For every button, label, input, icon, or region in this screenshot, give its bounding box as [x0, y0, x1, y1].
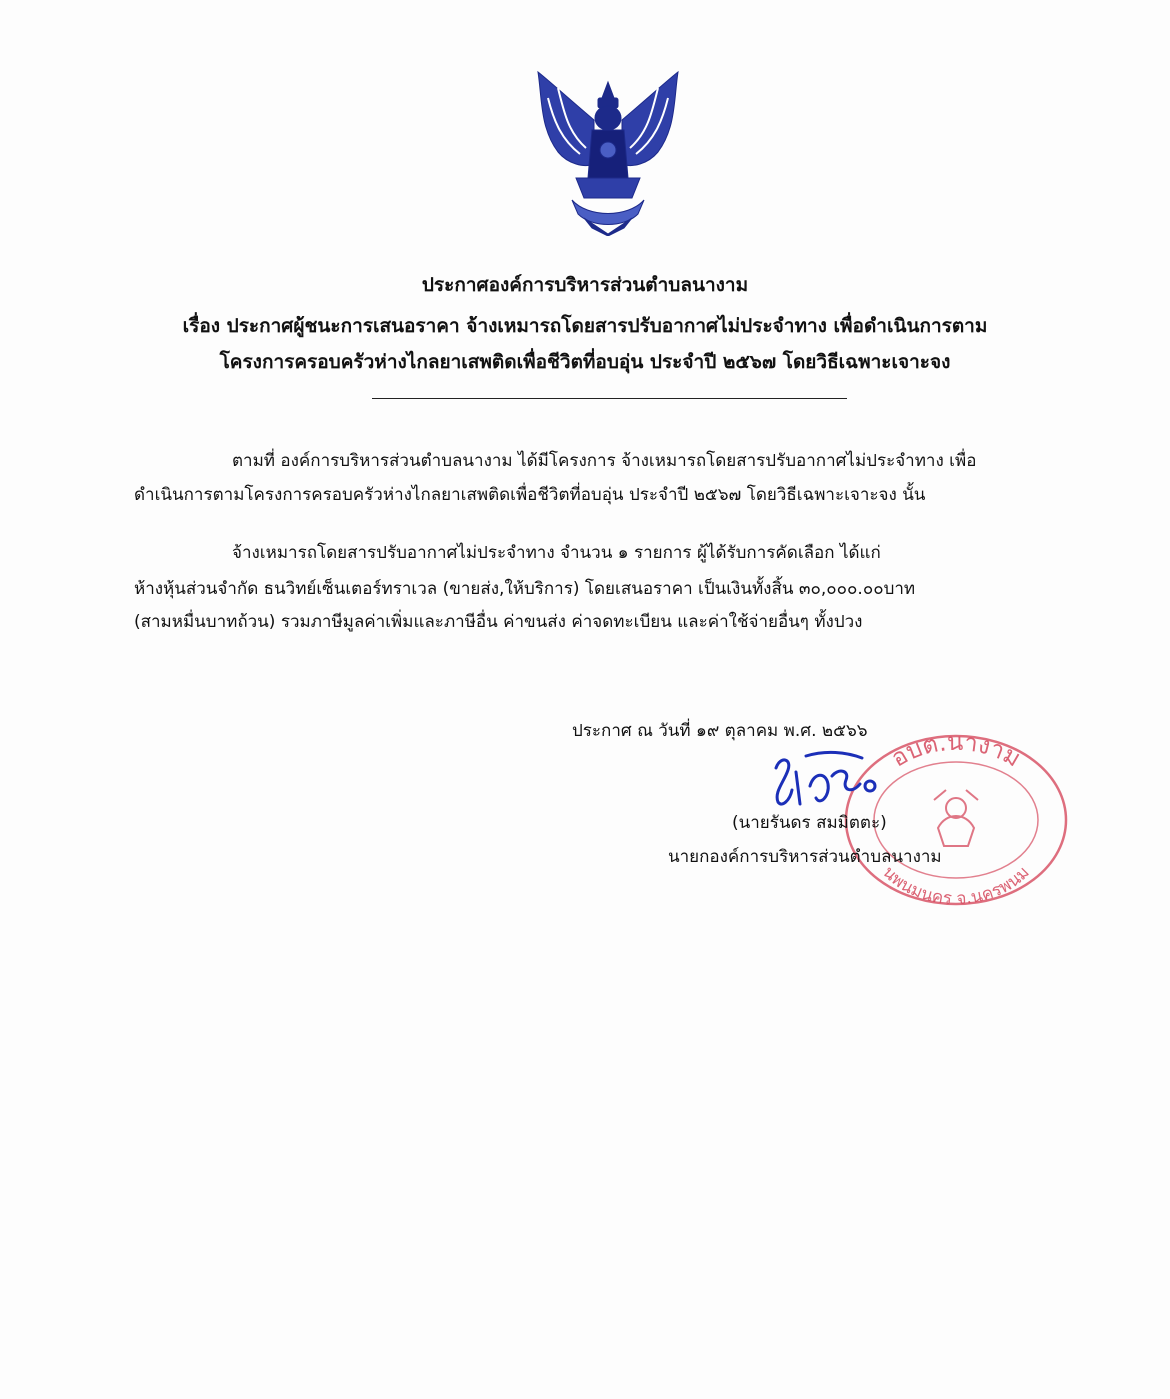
- paragraph-1-line-1: ตามที่ องค์การบริหารส่วนตำบลนางาม ได้มีโครงการ จ้างเหมารถโดยสารปรับอากาศไม่ประจำทาง เพื่อ: [232, 451, 977, 471]
- signer-name: (นายรันดร สมมิตตะ): [732, 813, 887, 833]
- paragraph-2-line-1: จ้างเหมารถโดยสารปรับอากาศไม่ประจำทาง จำนวน ๑ รายการ ผู้ได้รับการคัดเลือก ได้แก่: [232, 543, 881, 563]
- subject-line-2: โครงการครอบครัวห่างไกลยาเสพติดเพื่อชีวิตที่อบอุ่น ประจำปี ๒๕๖๗ โดยวิธีเฉพาะเจาะจง: [219, 351, 951, 373]
- garuda-emblem-icon: [528, 68, 688, 236]
- paragraph-2-line-3: (สามหมื่นบาทถ้วน) รวมภาษีมูลค่าเพิ่มและภาษีอื่น ค่าขนส่ง ค่าจดทะเบียน และค่าใช้จ่ายอื่นๆ ทั้งปวง: [134, 612, 863, 632]
- signer-title: นายกองค์การบริหารส่วนตำบลนางาม: [668, 847, 942, 867]
- svg-text:อบต.นางาม: [886, 728, 1025, 773]
- stamp-bottom-text: นพนมนคร จ.นครพนม: [878, 862, 1034, 910]
- stamp-top-text: อบต.นางาม: [886, 728, 1026, 773]
- paragraph-2-line-2: ห้างหุ้นส่วนจำกัด ธนวิทย์เซ็นเตอร์ทราเวล (ขายส่ง,ให้บริการ) โดยเสนอราคา เป็นเงินทั้งสิ้น ๓๐,๐๐๐.๐๐บาท: [134, 579, 916, 599]
- title-divider: [372, 398, 847, 399]
- announcement-title: ประกาศองค์การบริหารส่วนตำบลนางาม: [421, 274, 749, 296]
- stamp-center-emblem-icon: [934, 790, 978, 846]
- subject-line-1: เรื่อง ประกาศผู้ชนะการเสนอราคา จ้างเหมารถโดยสารปรับอากาศไม่ประจำทาง เพื่อดำเนินการตาม: [182, 315, 988, 337]
- handwritten-signature: [766, 746, 894, 816]
- announcement-date: ประกาศ ณ วันที่ ๑๙ ตุลาคม พ.ศ. ๒๕๖๖: [572, 721, 868, 741]
- paragraph-1-line-2: ดำเนินการตามโครงการครอบครัวห่างไกลยาเสพติดเพื่อชีวิตที่อบอุ่น ประจำปี ๒๕๖๗ โดยวิธีเฉพาะเจาะจง นั้น: [134, 485, 926, 505]
